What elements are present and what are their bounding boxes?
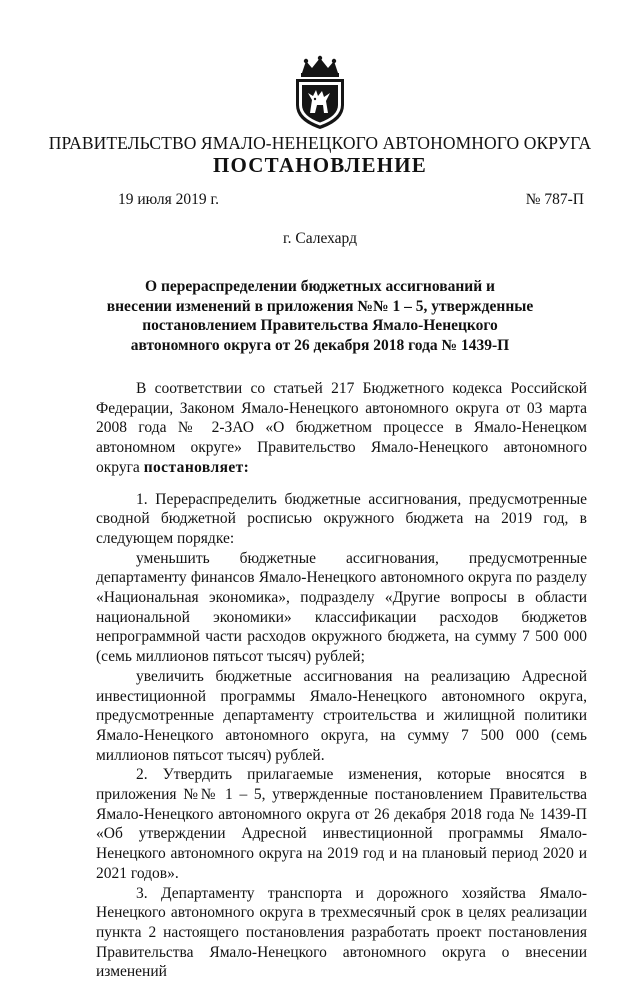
document-title xyxy=(60,277,580,355)
body-paragraph: уменьшить бюджетные ассигнования, предусмотренные департаменту финансов Ямало-Ненецкого автономного округа по разделу «Национальная экономика», подразделу «Другие вопросы в области национальной экономики» классификации расходов бюджетов непрограммной части расходов окружного бюджета, на сумму 7 500 000 (семь миллионов пятьсот тысяч) рублей; xyxy=(96,549,587,666)
title-line: постановлением Правительства Ямало-Ненецкого xyxy=(142,317,498,334)
body-paragraph: 3. Департаменту транспорта и дорожного хозяйства Ямало-Ненецкого автономного округа в трехмесячный срок в целях реализации пункта 2 настоящего постановления разработать проект постановления Правительства Ямало-Ненецкого автономного округа о внесении изменений xyxy=(96,884,587,981)
document-city: г. Салехард xyxy=(283,230,357,247)
document-body xyxy=(96,379,587,982)
title-line: внесении изменений в приложения №№ 1 – 5, утвержденные xyxy=(106,297,534,315)
organization-name: ПРАВИТЕЛЬСТВО ЯМАЛО-НЕНЕЦКОГО АВТОНОМНОГО ОКРУГА xyxy=(48,133,592,153)
preamble-text: В соответствии со статьей 217 Бюджетного кодекса Российской Федерации, Законом Ямало-Ненецкого автономного округа от 03 марта 2008 года № 2-ЗАО «О бюджетном процессе в Ямало-Ненецком автономном округе» Правительство Ямало-Ненецкого автономного округа xyxy=(96,380,587,476)
document-type: ПОСТАНОВЛЕНИЕ xyxy=(212,153,428,177)
body-paragraph: 2. Утвердить прилагаемые изменения, которые вносятся в приложения №№ 1 – 5, утвержденные постановлением Правительства Ямало-Ненецкого автономного округа от 26 декабря 2018 года № 1439-П «Об утверждении Адресной инвестиционной программы Ямало-Ненецкого автономного округа на 2019 год и на плановый период 2020 и 2021 годов». xyxy=(96,766,587,882)
document-number: № 787-П xyxy=(525,191,584,208)
body-paragraph: увеличить бюджетные ассигнования на реализацию Адресной инвестиционной программы Ямало-Ненецкого автономного округа, предусмотренные департаменту строительства и жилищной политики Ямало-Ненецкого автономного округа, на сумму 7 500 000 (семь миллионов пятьсот тысяч) рублей. xyxy=(96,667,587,764)
title-line: автономного округа от 26 декабря 2018 года № 1439-П xyxy=(130,336,510,354)
coat-of-arms-icon xyxy=(288,55,352,131)
preamble-paragraph xyxy=(96,379,587,478)
title-line: О перераспределении бюджетных ассигнований и xyxy=(145,278,495,295)
preamble-keyword: постановляет: xyxy=(143,458,250,476)
body-paragraph: 1. Перераспределить бюджетные ассигнования, предусмотренные сводной бюджетной росписью окружного бюджета на 2019 год, в следующем порядке: xyxy=(96,490,587,547)
document-date: 19 июля 2019 г. xyxy=(118,191,219,208)
